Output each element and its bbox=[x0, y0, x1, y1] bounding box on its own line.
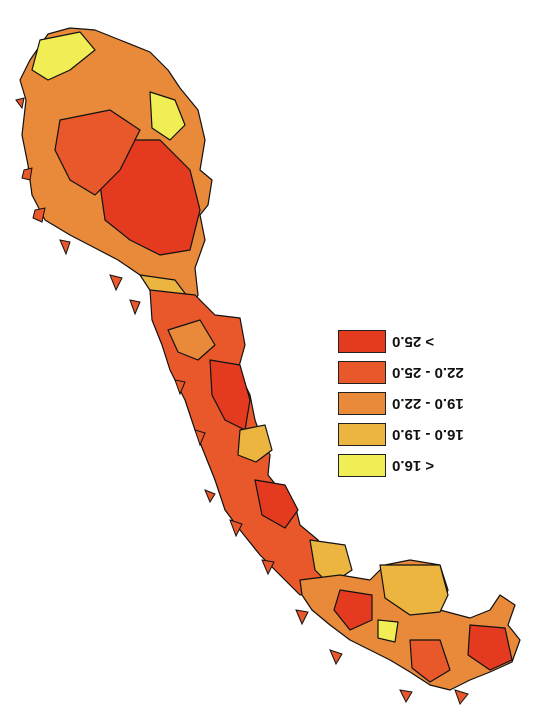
island bbox=[330, 650, 342, 664]
legend-swatch bbox=[338, 454, 386, 477]
legend-label: 22.0 - 25.0 bbox=[392, 364, 464, 381]
legend-item bbox=[338, 454, 488, 485]
island bbox=[22, 168, 32, 180]
legend-label: < 16.0 bbox=[392, 457, 435, 474]
legend-label: > 25.0 bbox=[392, 333, 435, 350]
legend-label: 19.0 - 22.0 bbox=[392, 395, 464, 412]
island bbox=[455, 690, 468, 704]
legend-swatch bbox=[338, 361, 386, 384]
legend-swatch bbox=[338, 392, 386, 415]
legend-swatch bbox=[338, 330, 386, 353]
island bbox=[33, 208, 45, 222]
island bbox=[110, 275, 122, 290]
island bbox=[205, 490, 215, 502]
island bbox=[130, 300, 140, 314]
island bbox=[296, 610, 308, 624]
island bbox=[400, 690, 412, 702]
legend-item bbox=[338, 361, 488, 392]
island bbox=[60, 240, 70, 254]
legend-swatch bbox=[338, 423, 386, 446]
legend bbox=[338, 330, 488, 485]
legend-label: 16.0 - 19.0 bbox=[392, 426, 464, 443]
legend-item bbox=[338, 423, 488, 454]
region-south-yellow bbox=[378, 620, 398, 642]
island bbox=[16, 98, 24, 108]
legend-item bbox=[338, 392, 488, 423]
legend-item bbox=[338, 330, 488, 361]
